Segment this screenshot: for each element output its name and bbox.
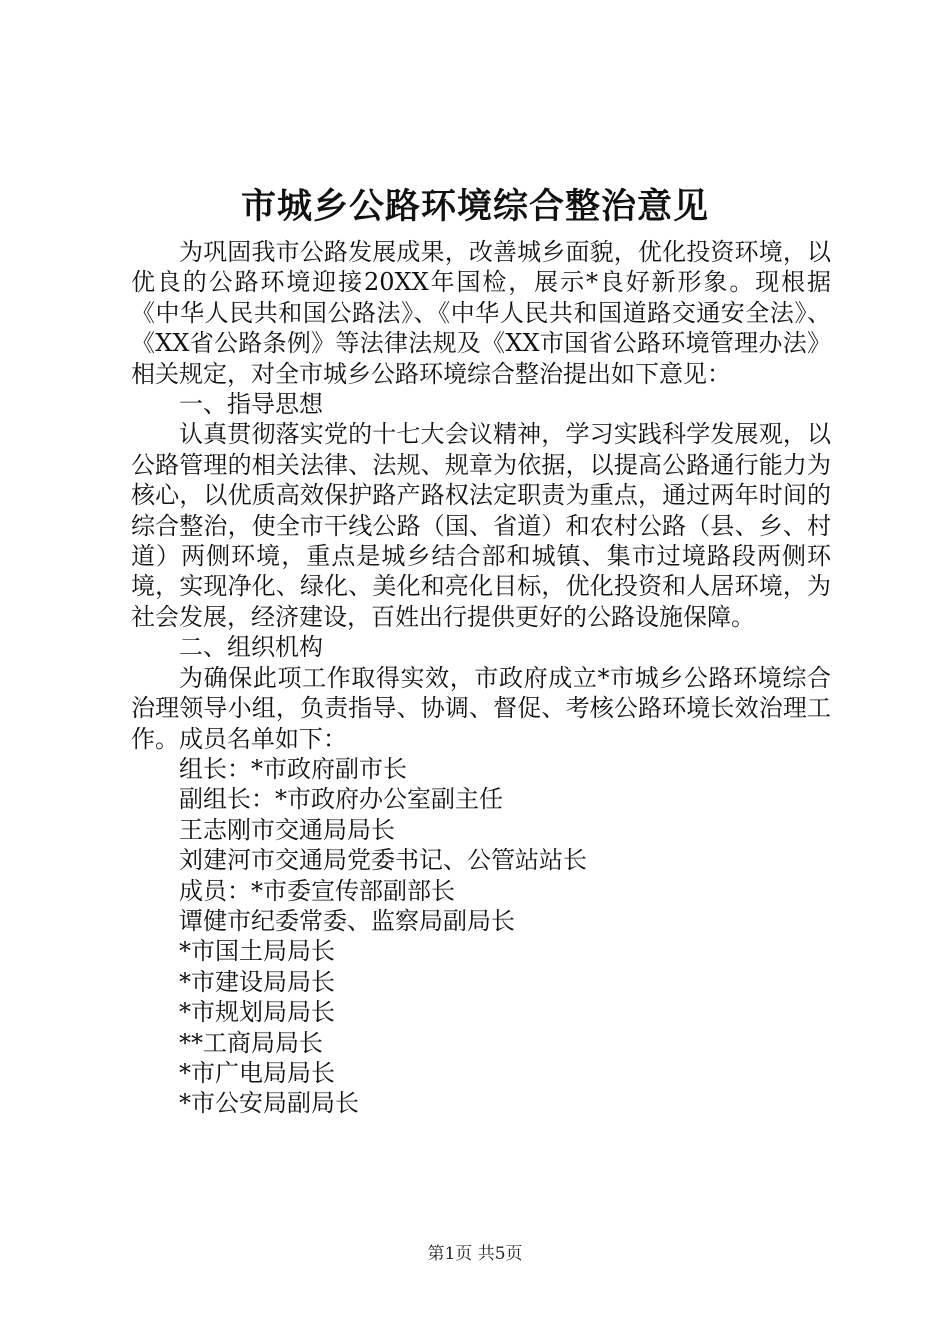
member-list bbox=[131, 754, 831, 1119]
page-footer: 第1页 共5页 bbox=[427, 1244, 523, 1264]
member-line-deputy-leader: 副组长：*市政府办公室副主任 bbox=[179, 785, 503, 814]
member-line: *市建设局局长 bbox=[179, 967, 335, 996]
member-line: *市广电局局长 bbox=[179, 1058, 335, 1087]
guiding-ideology-paragraph: 认真贯彻落实党的十七大会议精神，学习实践科学发展观，以公路管理的相关法律、法规、规章为依据，以提高公路通行能力为核心，以优质高效保护路产路权法定职责为重点，通过两年时间的综合整治，使全市干线公路（国、省道）和农村公路（县、乡、村道）两侧环境，重点是城乡结合部和城镇、集市过境路段两侧环境，实现净化、绿化、美化和亮化目标，优化投资和人居环境，为社会发展，经济建设，百姓出行提供更好的公路设施保障。 bbox=[131, 420, 831, 631]
intro-paragraph: 为巩固我市公路发展成果，改善城乡面貌，优化投资环境，以优良的公路环境迎接20XX年国检，展示*良好新形象。现根据《中华人民共和国公路法》、《中华人民共和国道路交通安全法》、《XX省公路条例》等法律法规及《XX市国省公路环境管理办法》相关规定，对全市城乡公路环境综合整治提出如下意见： bbox=[131, 238, 831, 388]
member-line: **工商局局长 bbox=[179, 1028, 323, 1057]
organization-paragraph: 为确保此项工作取得实效，市政府成立*市城乡公路环境综合治理领导小组，负责指导、协调、督促、考核公路环境长效治理工作。成员名单如下： bbox=[131, 663, 831, 753]
member-line: *市公安局副局长 bbox=[179, 1089, 359, 1118]
member-line-members: 成员：*市委宣传部副部长 bbox=[179, 876, 455, 905]
document-body bbox=[131, 237, 831, 1119]
member-line: *市国土局局长 bbox=[179, 937, 335, 966]
member-line: 王志刚市交通局局长 bbox=[179, 815, 395, 844]
document-title: 市城乡公路环境综合整治意见 bbox=[240, 186, 709, 227]
section-heading-organization: 二、组织机构 bbox=[179, 633, 323, 662]
member-line: 刘建河市交通局党委书记、公管站站长 bbox=[179, 846, 587, 875]
section-heading-guiding-ideology: 一、指导思想 bbox=[179, 390, 323, 419]
member-line: *市规划局局长 bbox=[179, 998, 335, 1027]
member-line: 谭健市纪委常委、监察局副局长 bbox=[179, 906, 515, 935]
member-line-leader: 组长：*市政府副市长 bbox=[179, 754, 407, 783]
